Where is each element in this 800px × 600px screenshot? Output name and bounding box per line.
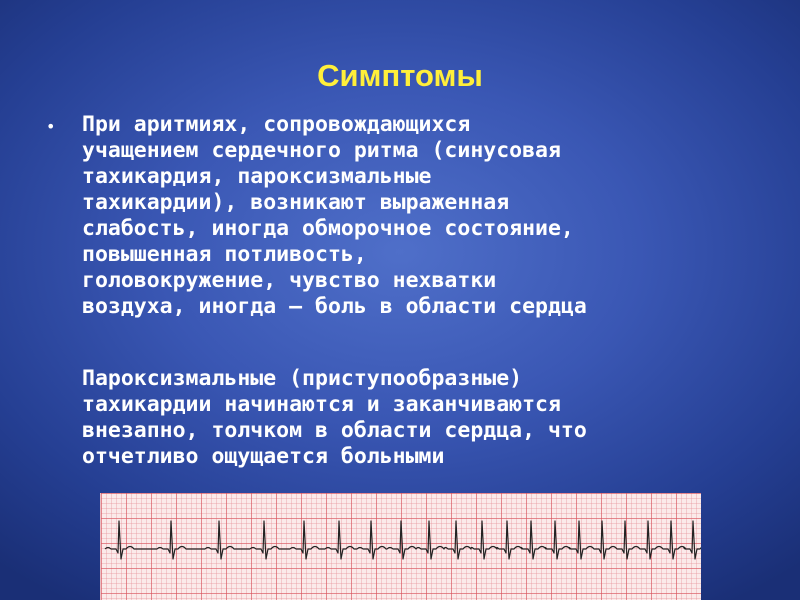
- ecg-trace-icon: [101, 493, 701, 600]
- text-line: Пароксизмальные (приступообразные): [82, 366, 523, 391]
- text-line: воздуха, иногда — боль в области сердца: [82, 294, 587, 319]
- text-line: учащением сердечного ритма (синусовая: [82, 138, 561, 163]
- text-line: внезапно, толчком в области сердца, что: [82, 418, 587, 443]
- text-line: головокружение, чувство нехватки: [82, 268, 497, 293]
- text-line: тахикардии), возникают выраженная: [82, 190, 510, 215]
- text-line: повышенная потливость,: [82, 242, 367, 267]
- paragraph-symptoms: [82, 112, 762, 320]
- text-line: слабость, иногда обморочное состояние,: [82, 216, 574, 241]
- text-line: отчетливо ощущается больными: [82, 444, 445, 469]
- slide-title: Симптомы: [317, 58, 483, 93]
- text-line: тахикардии начинаются и заканчиваются: [82, 392, 561, 417]
- text-line: тахикардия, пароксизмальные: [82, 164, 432, 189]
- text-line: При аритмиях, сопровождающихся: [82, 112, 471, 137]
- bullet-icon: •: [46, 117, 56, 136]
- ecg-strip-image: [100, 493, 701, 600]
- paragraph-paroxysmal: [82, 366, 762, 470]
